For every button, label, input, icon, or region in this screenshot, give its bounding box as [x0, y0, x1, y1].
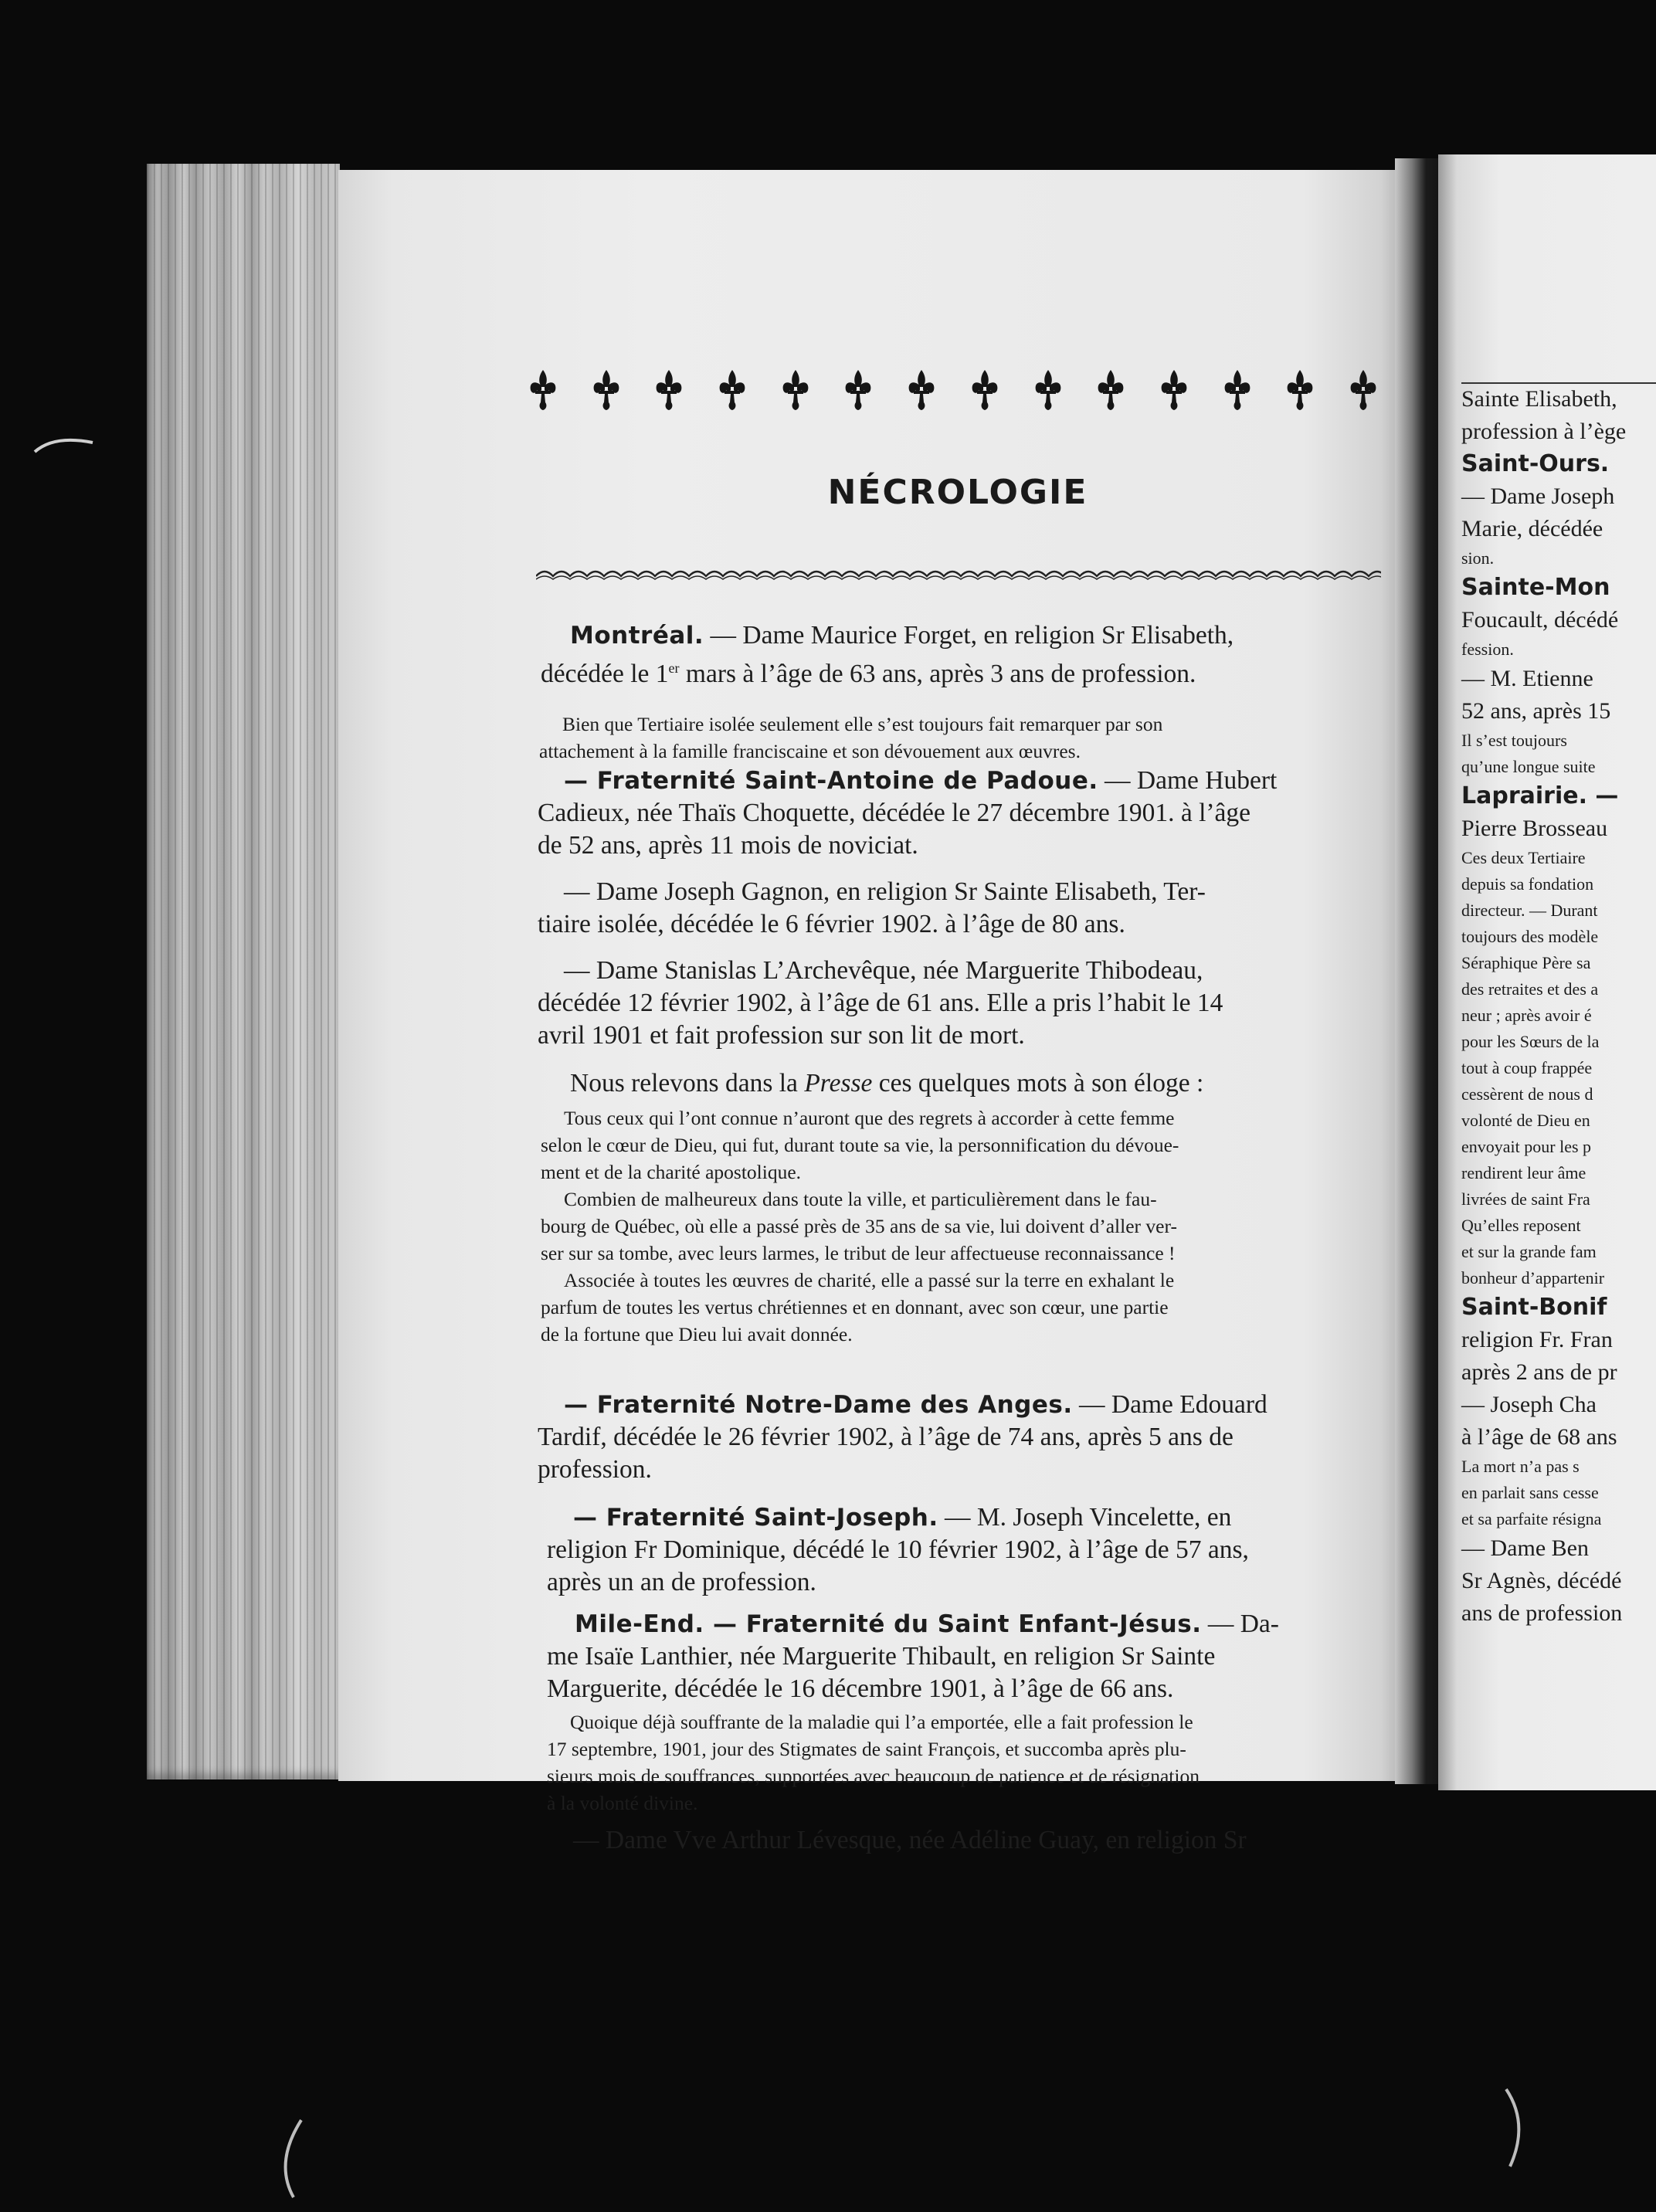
right-page-text: [1461, 383, 1656, 1630]
fleur-de-lis-icon: [843, 368, 874, 412]
entry-text: ces quelques mots à son éloge :: [872, 1069, 1204, 1098]
book-gutter: [1395, 158, 1444, 1784]
right-text-line: des retraites et des a: [1461, 979, 1599, 999]
entry-text: — Dame Maurice Forget, en religion Sr Elisabeth,: [704, 621, 1234, 650]
right-text-line: à l’âge de 68 ans: [1461, 1424, 1617, 1450]
right-text-line: après 2 ans de pr: [1461, 1359, 1617, 1385]
fleur-de-lis-icon: [906, 368, 937, 412]
note-line: sieurs mois de souffrances, supportées avec beaucoup de patience et de résignation: [547, 1765, 1200, 1787]
note-line: Combien de malheureux dans toute la ville, et particulièrement dans le fau-: [564, 1188, 1157, 1210]
right-text-line: Il s’est toujours: [1461, 731, 1567, 750]
note-montreal: [539, 711, 1163, 765]
right-text-line: Pierre Brosseau: [1461, 816, 1608, 841]
right-text-line: et sa parfaite résigna: [1461, 1509, 1602, 1528]
right-text-line: fession.: [1461, 640, 1514, 659]
entry-heading: Mile-End. — Fraternité du Saint Enfant-Jésus.: [575, 1610, 1202, 1638]
fleur-de-lis-icon: [1095, 368, 1126, 412]
right-text-line: rendirent leur âme: [1461, 1163, 1586, 1182]
right-text-line: livrées de saint Fra: [1461, 1189, 1590, 1209]
fleur-de-lis-icon: [1348, 368, 1379, 412]
fleur-de-lis-icon: [1284, 368, 1315, 412]
right-text-line: ans de profession: [1461, 1600, 1623, 1626]
right-text-line: directeur. — Durant: [1461, 901, 1598, 920]
note-line: Quoique déjà souffrante de la maladie qui l’a emportée, elle a fait profession le: [570, 1711, 1193, 1733]
entry-text: — M. Joseph Vincelette, en: [938, 1503, 1232, 1532]
fleur-de-lis-icon: [591, 368, 622, 412]
entry-saint-joseph: [547, 1501, 1249, 1599]
fleur-de-lis-icon: [780, 368, 811, 412]
right-text-line: cessèrent de nous d: [1461, 1084, 1593, 1104]
right-text-line: toujours des modèle: [1461, 927, 1599, 946]
entry-heading: Montréal.: [570, 622, 704, 650]
note-line: Bien que Tertiaire isolée seulement elle s’est toujours fait remarquer par son: [562, 713, 1163, 735]
right-text-line: sion.: [1461, 548, 1495, 568]
entry-heading: — Fraternité Saint-Joseph.: [573, 1504, 938, 1532]
right-text-line: qu’une longue suite: [1461, 757, 1596, 776]
entry-line: tiaire isolée, décédée le 6 février 1902. à l’âge de 80 ans.: [538, 910, 1125, 938]
entry-mile-end: [547, 1608, 1279, 1705]
fleur-de-lis-icon: [653, 368, 684, 412]
fleur-de-lis-icon: [528, 368, 558, 412]
newspaper-name: Presse: [804, 1069, 873, 1098]
note-line: selon le cœur de Dieu, qui fut, durant toute sa vie, la personnification du dévoue-: [541, 1134, 1179, 1156]
right-text-line: Ces deux Tertiaire: [1461, 848, 1586, 867]
note-eloge: [541, 1104, 1179, 1348]
note-line: ment et de la charité apostolique.: [541, 1161, 802, 1183]
note-line: Tous ceux qui l’ont connue n’auront que des regrets à accorder à cette femme: [564, 1107, 1175, 1129]
right-text-line: et sur la grande fam: [1461, 1242, 1597, 1261]
right-text-line: tout à coup frappée: [1461, 1058, 1593, 1077]
note-line: de la fortune que Dieu lui avait donnée.: [541, 1323, 853, 1345]
right-text-line: Foucault, décédé: [1461, 607, 1619, 633]
right-text-line: profession à l’ège: [1461, 419, 1627, 444]
right-text-line: — Dame Ben: [1461, 1535, 1589, 1561]
right-text-line: pour les Sœurs de la: [1461, 1032, 1600, 1051]
entry-line: religion Fr Dominique, décédé le 10 février 1902, à l’âge de 57 ans,: [547, 1535, 1249, 1564]
right-entry-heading: Sainte-Mon: [1461, 574, 1610, 601]
right-text-line: Marie, décédée: [1461, 516, 1603, 541]
right-text-line: 52 ans, après 15: [1461, 698, 1611, 724]
right-text-line: — Joseph Cha: [1461, 1392, 1597, 1417]
entry-larcheveque: [538, 955, 1223, 1052]
scan-mark-bottom-left: [270, 2116, 317, 2201]
entry-presse-intro: [570, 1067, 1203, 1100]
entry-line: profession.: [538, 1455, 652, 1484]
right-text-line: La mort n’a pas s: [1461, 1457, 1580, 1476]
note-line: 17 septembre, 1901, jour des Stigmates de saint François, et succomba après plu-: [547, 1738, 1186, 1760]
entry-line: Marguerite, décédée le 16 décembre 1901, à l’âge de 66 ans.: [547, 1674, 1174, 1703]
entry-heading: — Fraternité Notre-Dame des Anges.: [564, 1391, 1073, 1419]
entry-saint-antoine: [538, 765, 1278, 862]
right-text-line: Qu’elles reposent: [1461, 1216, 1581, 1235]
right-text-line: volonté de Dieu en: [1461, 1111, 1590, 1130]
entry-heading: — Fraternité Saint-Antoine de Padoue.: [564, 767, 1098, 795]
right-text-line: — Dame Joseph: [1461, 483, 1615, 509]
right-text-line: religion Fr. Fran: [1461, 1327, 1613, 1352]
right-text-line: — M. Etienne: [1461, 666, 1593, 691]
right-text-line: Sr Agnès, décédé: [1461, 1568, 1622, 1593]
right-text-line: envoyait pour les p: [1461, 1137, 1592, 1156]
fleur-de-lis-icon: [1159, 368, 1189, 412]
page-edge-lines: [147, 164, 340, 1779]
entry-line: — Dame Vve Arthur Lévesque, née Adéline Guay, en religion Sr: [573, 1826, 1247, 1854]
right-text-line: Sainte Elisabeth,: [1461, 386, 1617, 412]
right-entry-heading: Saint-Ours.: [1461, 450, 1610, 477]
fleur-de-lis-icon: [969, 368, 1000, 412]
scan-mark-bottom-right: [1498, 2085, 1537, 2170]
entry-line: Cadieux, née Thaïs Choquette, décédée le 27 décembre 1901. à l’âge: [538, 799, 1251, 827]
entry-text: mars à l’âge de 63 ans, après 3 ans de profession.: [679, 660, 1196, 689]
entry-text: — Da-: [1201, 1610, 1279, 1638]
note-line: ser sur sa tombe, avec leurs larmes, le tribut de leur affectueuse reconnaissance !: [541, 1242, 1176, 1264]
scan-mark-left: [31, 429, 100, 460]
entry-gagnon: [538, 876, 1206, 941]
right-text-line: depuis sa fondation: [1461, 874, 1594, 894]
note-line: parfum de toutes les vertus chrétiennes et en donnant, avec son cœur, une partie: [541, 1296, 1169, 1318]
entry-montreal: [541, 619, 1234, 690]
entry-notre-dame-des-anges: [538, 1389, 1267, 1486]
page-title: NÉCROLOGIE: [827, 473, 1088, 512]
fleur-de-lis-icon: [1222, 368, 1253, 412]
entry-line: — Dame Joseph Gagnon, en religion Sr Sainte Elisabeth, Ter-: [564, 877, 1206, 906]
note-line: bourg de Québec, où elle a passé près de 35 ans de sa vie, lui doivent d’aller ver-: [541, 1215, 1177, 1237]
entry-levesque: [573, 1824, 1247, 1857]
entry-text: — Dame Edouard: [1072, 1390, 1267, 1419]
note-mile-end: [547, 1708, 1200, 1817]
entry-line: avril 1901 et fait profession sur son lit de mort.: [538, 1021, 1025, 1050]
entry-line: me Isaïe Lanthier, née Marguerite Thibault, en religion Sr Sainte: [547, 1642, 1216, 1671]
entry-text: Nous relevons dans la: [570, 1069, 805, 1098]
fleur-de-lis-icon: [1033, 368, 1064, 412]
note-line: Associée à toutes les œuvres de charité, elle a passé sur la terre en exhalant le: [564, 1269, 1175, 1291]
wavy-divider: [536, 565, 1381, 584]
right-entry-heading: Saint-Bonif: [1461, 1294, 1607, 1321]
superscript: er: [668, 660, 680, 676]
entry-line: — Dame Stanislas L’Archevêque, née Marguerite Thibodeau,: [564, 956, 1203, 985]
entry-line: après un an de profession.: [547, 1568, 816, 1596]
fleur-de-lis-icon: [717, 368, 748, 412]
right-text-line: Séraphique Père sa: [1461, 953, 1591, 972]
right-text-line: en parlait sans cesse: [1461, 1483, 1599, 1502]
right-text-line: neur ; après avoir é: [1461, 1006, 1592, 1025]
right-entry-heading: Laprairie. —: [1461, 782, 1619, 809]
entry-line: Tardif, décédée le 26 février 1902, à l’âge de 74 ans, après 5 ans de: [538, 1423, 1234, 1451]
right-text-line: bonheur d’appartenir: [1461, 1268, 1605, 1288]
fleur-de-lis-border: [528, 363, 1379, 417]
entry-text: — Dame Hubert: [1098, 766, 1278, 795]
note-line: attachement à la famille franciscaine et son dévouement aux œuvres.: [539, 740, 1081, 762]
entry-line: décédée 12 février 1902, à l’âge de 61 ans. Elle a pris l’habit le 14: [538, 989, 1223, 1017]
note-line: à la volonté divine.: [547, 1792, 698, 1814]
entry-line: de 52 ans, après 11 mois de noviciat.: [538, 831, 918, 860]
entry-text: décédée le 1: [541, 660, 669, 689]
